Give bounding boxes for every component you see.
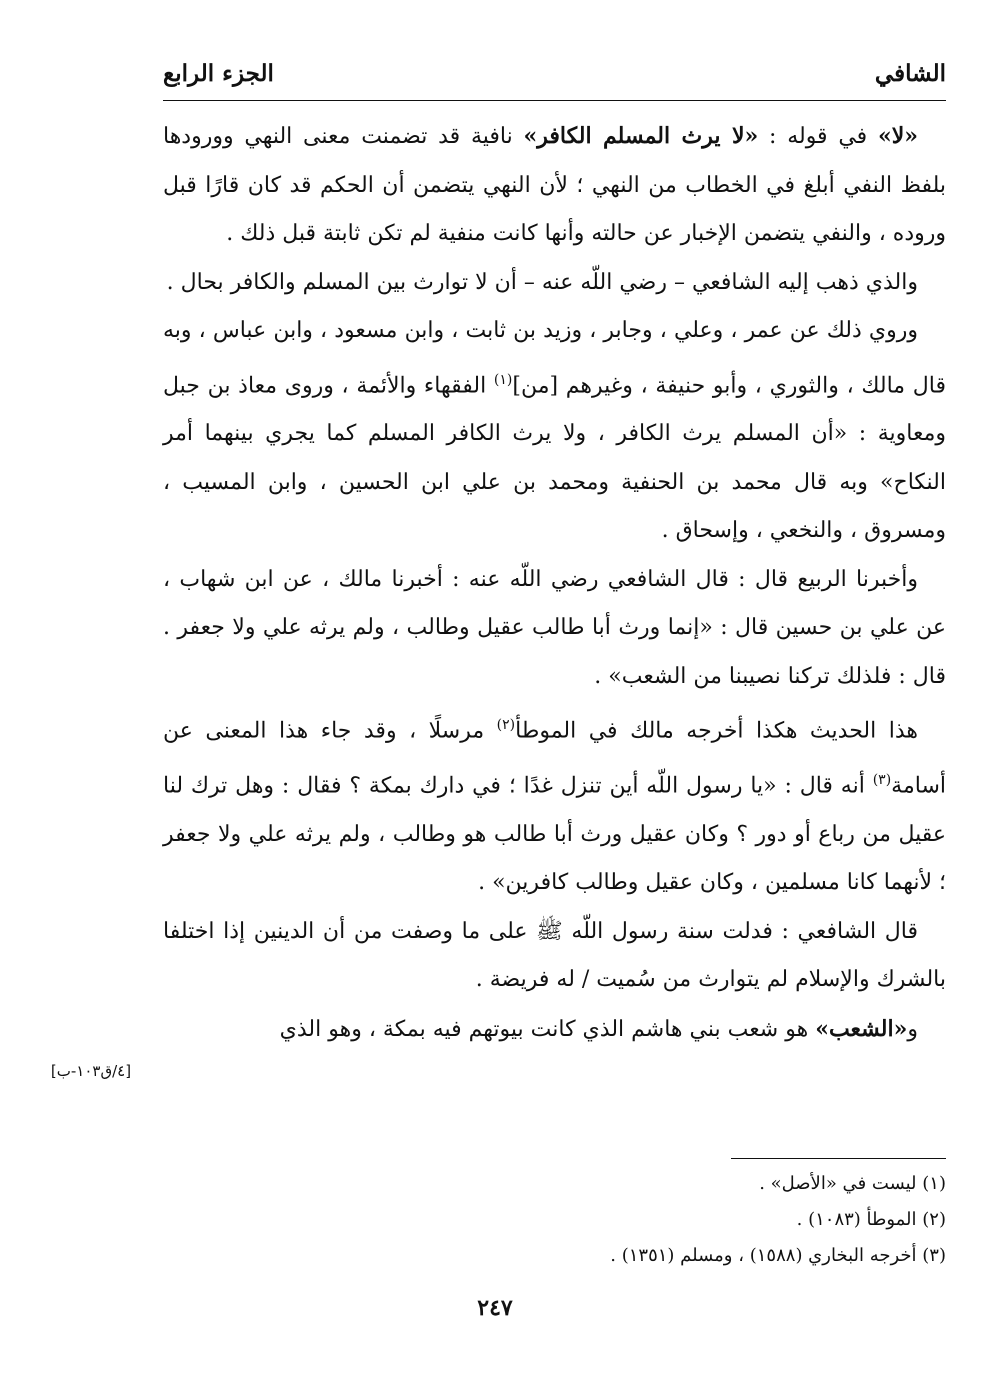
paragraph	[163, 701, 946, 908]
text-run: الفقهاء والأئمة ، وروى معاذ بن جبل ومعاوية : «أن المسلم يرث الكافر ، ولا يرث الكافر المسلم كما يجري بينهما أمر النكاح» وبه قال محمد بن الحنفية ومحمد بن علي ابن الحسين ، وابن المسيب ، ومسروق ، والنخعي ، وإسحاق .	[163, 372, 946, 544]
text-run: نافية قد تضمنت معنى النهي وورودها بلفظ النفي أبلغ في الخطاب من النهي ؛ لأن النهي يتضمن أن الحكم قد كان قارًا قبل وروده ، والنفي يتضمن الإخبار عن حالته وأنها كانت منفية لم تكن ثابتة قبل ذلك .	[163, 124, 946, 246]
manuscript-folio-note: [٤/ق١٠٣-ب]	[50, 1062, 132, 1080]
book-title: الشافي	[874, 60, 946, 87]
footnote-divider	[731, 1158, 946, 1159]
footnote-ref: (٣)	[872, 772, 892, 789]
footnotes	[163, 1166, 946, 1274]
paragraph	[163, 556, 946, 702]
main-text	[163, 112, 946, 1054]
text-run: مرسلًا ، وقد جاء هذا المعنى عن أسامة	[163, 718, 946, 799]
text-run: أنه قال : «يا رسول اللّه أين تنزل غدًا ؛ في دارك بمكة ؟ فقال : وهل ترك لنا عقيل من رباع أو دور ؟ وكان عقيل ورث أبا طالب هو وطالب ، ولم يرثه علي ولا جعفر ؛ لأنهما كانا مسلمين ، وكان عقيل وطالب كافرين» .	[163, 773, 946, 896]
footnote-2: (٢) الموطأ (١٠٨٣) .	[796, 1209, 946, 1230]
text-run: وأخبرنا الربيع قال : قال الشافعي رضي اللّه عنه : أخبرنا مالك ، عن ابن شهاب ، عن علي بن حسين قال : «إنما ورث أبا طالب عقيل وطالب ، ولم يرثه علي ولا جعفر . قال : فلذلك تركنا نصيبنا من الشعب» .	[163, 566, 946, 689]
footnote-ref: (٢)	[496, 717, 516, 734]
page-number: ٢٤٧	[477, 1295, 513, 1321]
paragraph	[163, 307, 946, 556]
text-run: في قوله :	[758, 124, 878, 149]
text-run: و	[907, 1016, 918, 1042]
paragraph	[163, 259, 946, 308]
paragraph	[163, 112, 946, 259]
text-run: هذا الحديث هكذا أخرجه مالك في الموطأ	[515, 718, 918, 744]
paragraph	[163, 1005, 946, 1055]
text-run: قال الشافعي : فدلت سنة رسول اللّه ﷺ على ما وصفت من أن الدينين إذا اختلفا بالشرك والإسلام لم يتوارث من سُميت / له فريضة .	[163, 918, 946, 993]
running-header	[163, 56, 946, 96]
footnote-1: (١) ليست في «الأصل» .	[759, 1173, 946, 1194]
footnote-ref: (١)	[493, 371, 513, 388]
header-divider	[163, 100, 946, 101]
part-label: الجزء الرابع	[163, 60, 274, 87]
text-run: والذي ذهب إليه الشافعي – رضي اللّه عنه – أن لا توارث بين المسلم والكافر بحال .	[166, 269, 918, 295]
text-run: وروي ذلك عن عمر ، وعلي ، وجابر ، وزيد بن ثابت ، وابن مسعود ، وابن عباس ، وبه قال مالك ، والثوري ، وأبو حنيفة ، وغيرهم [من]	[163, 318, 946, 398]
text-run: هو شعب بني هاشم الذي كانت بيوتهم فيه بمكة ، وهو الذي	[279, 1016, 816, 1042]
footnote-3: (٣) أخرجه البخاري (١٥٨٨) ، ومسلم (١٣٥١) .	[610, 1245, 946, 1266]
bold-phrase: «الشعب»	[815, 1015, 908, 1042]
paragraph	[163, 908, 946, 1005]
bold-phrase: «لا يرث المسلم الكافر»	[523, 123, 759, 149]
bold-phrase: «لا»	[877, 123, 919, 149]
